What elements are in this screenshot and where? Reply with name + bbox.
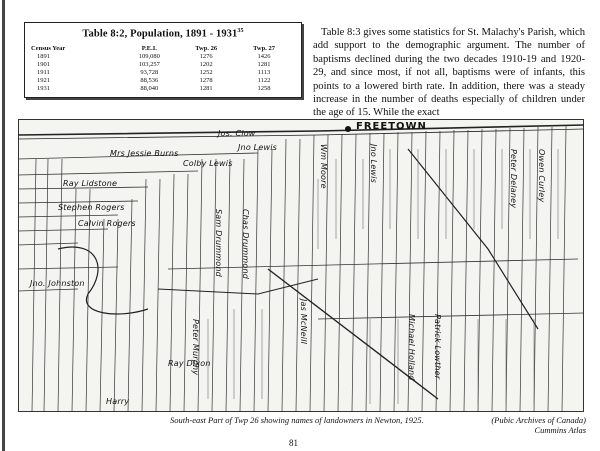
col-header-twp26: Twp. 26 (195, 45, 218, 52)
table-cell: 88,536 (140, 77, 159, 84)
map-landowner-label: Peter Murphy (191, 319, 200, 376)
map-landowner-label: Michael Holland (407, 314, 416, 381)
map-landowner-label: Ray Dixon (168, 359, 211, 368)
table-cell: 1252 (199, 69, 213, 76)
table-cell: 103,257 (138, 61, 160, 68)
table-cell: 1113 (257, 69, 271, 76)
table-cell: 1122 (257, 77, 271, 84)
map-landowner-label: Stephen Rogers (58, 203, 125, 212)
map-landowner-label: Owen Curley (537, 149, 546, 203)
table-cell: 1281 (199, 85, 213, 92)
table-header-row (31, 45, 293, 53)
table-cell: 1911 (37, 69, 50, 76)
map-landowner-label: Jno Lewis (369, 144, 378, 183)
map-landowner-label: Jas McNeill (299, 299, 308, 345)
table-title (25, 28, 301, 40)
map-landowner-label: Patrick Lowther (433, 314, 442, 380)
table-cell: 109,080 (138, 53, 160, 60)
table-cell: 1276 (199, 53, 213, 60)
table-cell: 1426 (257, 53, 271, 60)
map-landowner-label: Chas Drummond (241, 209, 250, 280)
map-landowner-label: Jno. Johnston (30, 279, 85, 288)
map-landowner-label: Peter Delaney (509, 149, 518, 209)
credit-archive: (Pubic Archives of Canada) (491, 415, 586, 425)
map-drawing (18, 119, 584, 412)
population-table-box (24, 22, 302, 98)
table-cell: 88,040 (140, 85, 159, 92)
credit-atlas: Cummins Atlas (534, 425, 586, 435)
table-title-footnote: 35 (237, 28, 244, 34)
table-cell: 1921 (37, 77, 50, 84)
table-row (31, 77, 293, 85)
body-paragraph: Table 8:3 gives some statistics for St. Malachy's Parish, which add support to the demographic argument. The number of baptisms declined during the two decades 1910-19 and 1920-29, and since most, if not all, baptisms were of infants, this points to a lowered birth rate. In addition, there was a steady increase in the number of deaths especially of children under the age of 15. While the exact (313, 27, 585, 119)
table-cell: 1258 (257, 85, 271, 92)
township-map (18, 119, 584, 412)
table-cell: 1281 (257, 61, 271, 68)
table-row (31, 85, 293, 93)
map-landowner-label: Ray Lidstone (63, 179, 118, 188)
table-row (31, 69, 293, 77)
table-cell: 1278 (199, 77, 213, 84)
table-row (31, 61, 293, 69)
map-landowner-label: Calvin Rogers (78, 219, 136, 228)
map-town-label: FREETOWN (356, 121, 427, 132)
page-number: 81 (289, 438, 298, 448)
table-cell: 93,728 (140, 69, 159, 76)
map-landowner-label: Sam Drummond (214, 209, 223, 277)
table-cell: 1901 (37, 61, 50, 68)
map-caption: South-east Part of Twp 26 showing names of landowners in Newton, 1925. (170, 415, 424, 425)
table-cell: 1202 (199, 61, 213, 68)
map-credit (466, 415, 586, 435)
table-row (31, 53, 293, 61)
col-header-twp27: Twp. 27 (253, 45, 275, 52)
map-landowner-label: Wm Moore (319, 144, 328, 189)
map-landowner-label: Colby Lewis (183, 159, 233, 168)
map-landowner-label: Harry (106, 397, 130, 406)
map-landowner-label: Mrs Jessie Burns (110, 149, 179, 158)
page-spine-edge (2, 0, 5, 451)
map-landowner-label: Jos. Clow (218, 129, 256, 138)
map-landowner-label: Jno Lewis (238, 143, 277, 152)
population-table (31, 45, 293, 93)
table-cell: 1931 (37, 85, 50, 92)
col-header-census-year: Census Year (31, 45, 66, 52)
table-title-text: Table 8:2, Population, 1891 - 1931 (82, 28, 238, 40)
table-cell: 1891 (37, 53, 50, 60)
col-header-pei: P.E.I. (141, 45, 157, 52)
